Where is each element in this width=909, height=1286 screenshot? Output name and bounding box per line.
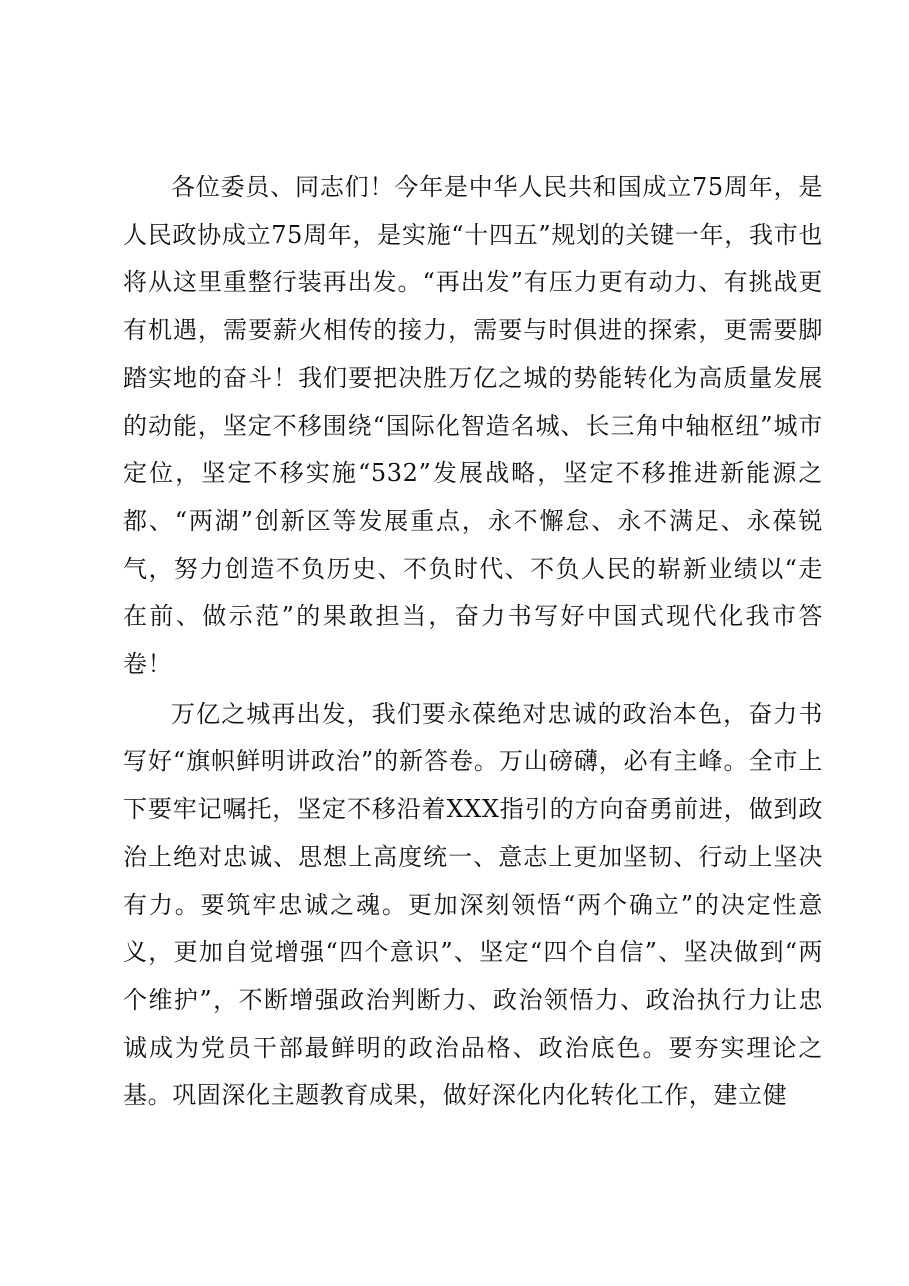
paragraph-1: 各位委员、同志们！今年是中华人民共和国成立75周年，是人民政协成立75周年，是实施“十四五”规划的关键一年，我市也将从这里重整行装再出发。“再出发”有压力更有动力、有挑战更有机遇，需要薪火相传的接力，需要与时俱进的探索，更需要脚踏实地的奋斗！我们要把决胜万亿之城的势能转化为高质量发展的动能，坚定不移围绕“国际化智造名城、长三角中轴枢纽”城市定位，坚定不移实施“532”发展战略，坚定不移推进新能源之都、“两湖”创新区等发展重点，永不懈怠、永不满足、永葆锐气，努力创造不负历史、不负时代、不负人民的崭新业绩以“走在前、做示范”的果敢担当，奋力书写好中国式现代化我市答卷！	[123, 173, 823, 679]
paragraph-2: 万亿之城再出发，我们要永葆绝对忠诚的政治本色，奋力书写好“旗帜鲜明讲政治”的新答卷。万山磅礴，必有主峰。全市上下要牢记嘱托，坚定不移沿着XXX指引的方向奋勇前进，做到政治上绝对忠诚、思想上高度统一、意志上更加坚韧、行动上坚决有力。要筑牢忠诚之魂。更加深刻领悟“两个确立”的决定性意义，更加自觉增强“四个意识”、坚定“四个自信”、坚决做到“两个维护”，不断增强政治判断力、政治领悟力、政治执行力让忠诚成为党员干部最鲜明的政治品格、政治底色。要夯实理论之基。巩固深化主题教育成果，做好深化内化转化工作，建立健	[123, 699, 823, 1110]
document-body	[123, 164, 823, 1120]
